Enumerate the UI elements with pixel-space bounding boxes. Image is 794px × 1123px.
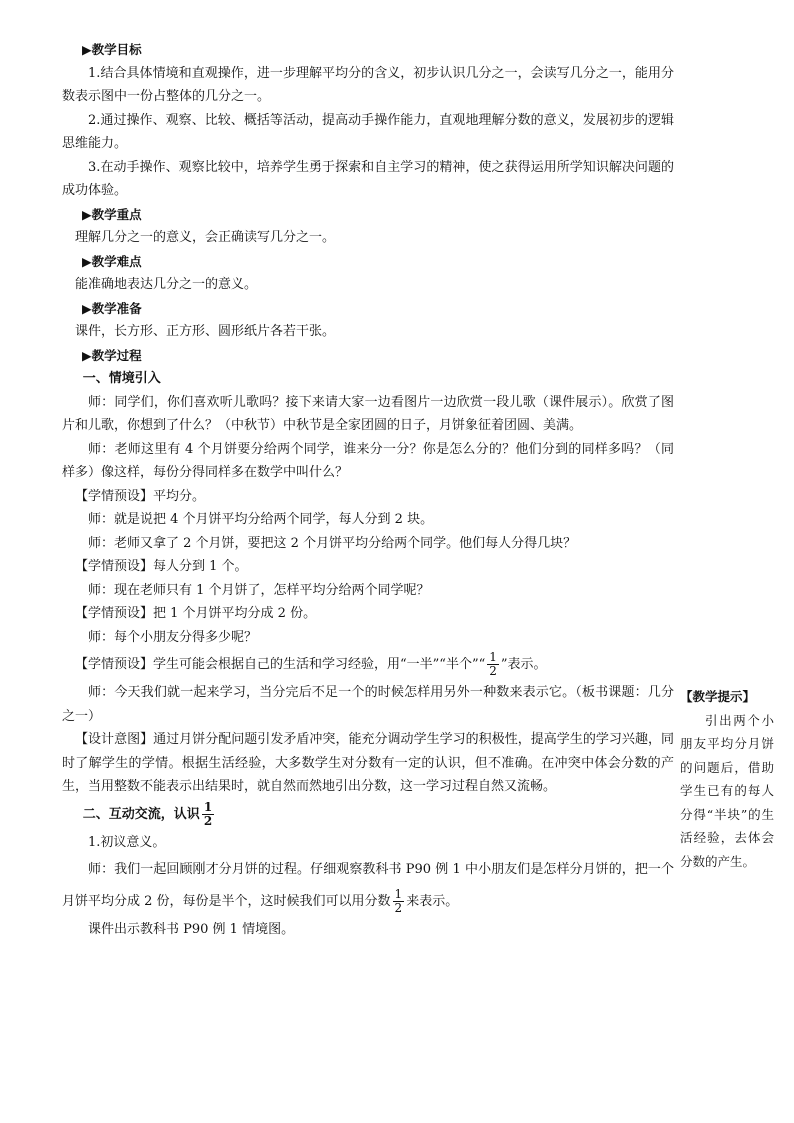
section2-text-start: 师：我们一起回顾刚才分月饼的过程。仔细观察教科书 P90 例 1 中小朋友们是怎样分月饼的，把一个月饼平均分成 2 份，每份是半个，这时候我们可以用分数 bbox=[62, 862, 674, 909]
section1-paragraph: 师：老师这里有 4 个月饼要分给两个同学，谁来分一分？你是怎么分的？他们分到的同样多吗？（同样多）像这样，每份分得同样多在数学中叫什么？ bbox=[62, 441, 674, 480]
section1-preset: 【学情预设】把 1 个月饼平均分成 2 份。 bbox=[75, 606, 317, 621]
key-points-text: 理解几分之一的意义，会正确读写几分之一。 bbox=[75, 230, 336, 245]
section1-paragraph: 师：今天我们就一起来学习，当分完后不足一个的时候怎样用另外一种数来表示它。（板书课题：几分之一） bbox=[62, 685, 674, 724]
lesson-plan-body bbox=[62, 38, 674, 942]
objectives-heading: ▶教学目标 bbox=[82, 42, 142, 57]
fraction-denominator: 2 bbox=[203, 813, 213, 828]
design-intent: 【设计意图】通过月饼分配问题引发矛盾冲突，能充分调动学生学习的积极性，提高学生的学习兴趣，同时了解学生的学情。根据生活经验，大多数学生对分数有一定的认识，但不准确。在冲突中体会分数的产生，当用整数不能表示出结果时，就自然而然地引出分数，这一学习过程自然又流畅。 bbox=[62, 732, 674, 794]
fraction-one-half bbox=[393, 888, 405, 915]
objective-item-3: 3.在动手操作、观察比较中，培养学生勇于探索和自主学习的精神，使之获得运用所学知识解决问题的成功体验。 bbox=[62, 159, 674, 198]
section2-title bbox=[62, 799, 674, 831]
section1-paragraph: 师：每个小朋友分得多少呢？ bbox=[88, 629, 258, 645]
section2-paragraph-with-fraction bbox=[62, 854, 674, 918]
preparation-text: 课件，长方形、正方形、圆形纸片各若干张。 bbox=[75, 324, 336, 339]
section2-text-end: 来表示。 bbox=[406, 894, 459, 909]
section1-paragraph: 师：就是说把 4 个月饼平均分给两个同学，每人分到 2 块。 bbox=[88, 512, 434, 527]
section1-paragraph: 师：现在老师只有 1 个月饼了，怎样平均分给两个同学呢？ bbox=[88, 582, 430, 598]
section1-paragraph: 师：老师又拿了 2 个月饼，要把这 2 个月饼平均分给两个同学。他们每人分得几块？ bbox=[88, 535, 577, 551]
objective-item-2: 2.通过操作、观察、比较、概括等活动，提高动手操作能力，直观地理解分数的意义，发展初步的逻辑思维能力。 bbox=[62, 112, 674, 151]
fraction-denominator: 2 bbox=[489, 664, 497, 678]
objective-item-1: 1.结合具体情境和直观操作，进一步理解平均分的含义，初步认识几分之一，会读写几分之一，能用分数表示图中一份占整体的几分之一。 bbox=[62, 65, 674, 104]
difficulties-heading: ▶教学难点 bbox=[82, 253, 142, 269]
fraction-one-half bbox=[487, 651, 499, 678]
section1-preset: 【学情预设】平均分。 bbox=[75, 488, 206, 504]
section2-title-text: 二、互动交流，认识 bbox=[82, 806, 200, 822]
fraction-numerator: 1 bbox=[489, 650, 497, 664]
section1-preset-with-fraction bbox=[62, 649, 674, 681]
preset-text-start: 【学情预设】学生可能会根据自己的生活和学习经验，用“一半”“半个”“ bbox=[75, 657, 486, 672]
section1-title: 一、情境引入 bbox=[82, 371, 161, 386]
section1-paragraph: 师：同学们，你们喜欢听儿歌吗？接下来请大家一边看图片一边欣赏一段儿歌（课件展示）。欣赏了图片和儿歌，你想到了什么？（中秋节）中秋节是全家团圆的日子，月饼象征着团圆、美满。 bbox=[62, 394, 674, 433]
fraction-numerator: 1 bbox=[203, 799, 213, 814]
difficulties-text: 能准确地表达几分之一的意义。 bbox=[75, 277, 258, 292]
sidebar-title: 【教学提示】 bbox=[680, 689, 756, 704]
teaching-tip-sidebar bbox=[680, 685, 774, 873]
fraction-denominator: 2 bbox=[394, 901, 403, 915]
preset-text-end: ”表示。 bbox=[500, 657, 547, 672]
fraction-one-half bbox=[202, 801, 214, 828]
preparation-heading: ▶教学准备 bbox=[82, 300, 142, 316]
section1-preset: 【学情预设】每人分到 1 个。 bbox=[75, 559, 248, 574]
key-points-heading: ▶教学重点 bbox=[82, 206, 142, 222]
section2-paragraph: 课件出示教科书 P90 例 1 情境图。 bbox=[88, 922, 295, 937]
section2-subheading: 1.初议意义。 bbox=[88, 834, 166, 850]
process-heading: ▶教学过程 bbox=[82, 347, 142, 363]
fraction-numerator: 1 bbox=[394, 887, 403, 901]
sidebar-body: 引出两个小朋友平均分月饼的问题后，借助学生已有的每人分得“半块”的生活经验，去体会分数的产生。 bbox=[680, 712, 774, 869]
